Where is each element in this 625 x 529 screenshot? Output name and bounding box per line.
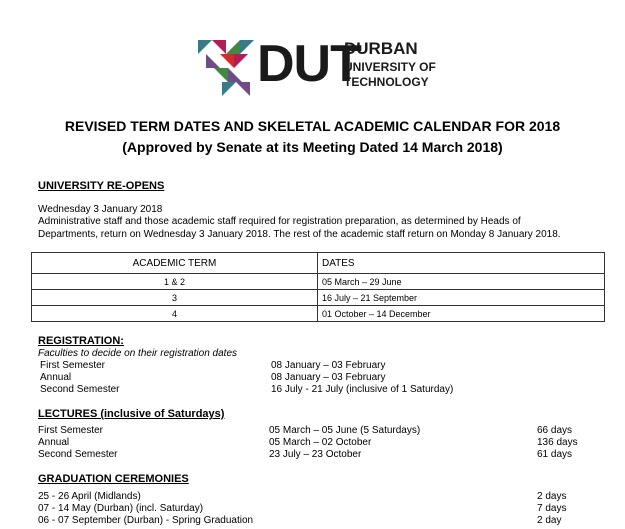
graduation-label: 06 - 07 September (Durban) - Spring Graduation [38,515,254,526]
dates-cell: 05 March – 29 June [318,274,605,290]
logo-triangle [228,68,242,82]
reopens-heading: UNIVERSITY RE-OPENS [38,180,165,192]
logo-triangle [222,82,236,96]
table-row [32,274,605,290]
dut-logo [198,35,438,96]
term-cell: 3 [32,290,318,306]
graduation-label: 25 - 26 April (Midlands) [38,491,141,502]
graduation-heading: GRADUATION CEREMONIES [38,473,189,485]
logo-triangle [198,40,212,54]
reopens-text-line1: Administrative staff and those academic staff required for registration preparation, as determined by Heads of [38,216,521,227]
logo-triangle [220,54,234,68]
term-cell: 1 & 2 [32,274,318,290]
lectures-days: 61 days [537,449,573,460]
lectures-label: Second Semester [38,449,118,460]
registration-dates: 08 January – 03 February [271,360,386,371]
logo-triangle [214,68,228,82]
reopens-date: Wednesday 3 January 2018 [38,204,163,215]
header-academic-term: ACADEMIC TERM [32,253,318,274]
lectures-heading: LECTURES (inclusive of Saturdays) [38,408,225,420]
logo-triangle [240,40,254,54]
lectures-dates: 05 March – 02 October [269,437,372,448]
logo-line-university: UNIVERSITY OF [344,60,436,74]
graduation-days: 2 day [537,515,562,526]
registration-label: Annual [40,372,72,383]
dates-cell: 16 July – 21 September [318,290,605,306]
lectures-label: First Semester [38,425,104,436]
logo-line-durban: DURBAN [344,39,418,58]
document-subtitle: (Approved by Senate at its Meeting Dated 14 March 2018) [122,139,503,155]
document-title: REVISED TERM DATES AND SKELETAL ACADEMIC CALENDAR FOR 2018 [64,118,561,134]
logo-triangle [236,82,250,96]
dates-cell: 01 October – 14 December [318,306,605,322]
logo-triangle [234,54,248,68]
registration-dates: 08 January – 03 February [271,372,386,383]
graduation-days: 7 days [537,503,567,514]
academic-term-table [31,252,605,322]
header-dates: DATES [318,253,605,274]
registration-note: Faculties to decide on their registration dates [38,348,237,359]
registration-label: First Semester [40,360,106,371]
logo-line-technology: TECHNOLOGY [344,75,429,89]
reopens-text-line2: Departments, return on Wednesday 3 January 2018. The rest of the academic staff return on Monday 8 January 2018. [38,229,561,240]
logo-dut-letters: DUT [257,35,361,93]
table-row [32,290,605,306]
registration-label: Second Semester [40,384,120,395]
logo-triangle [206,54,220,68]
logo-triangle [226,40,240,54]
lectures-label: Annual [38,437,70,448]
graduation-days: 2 days [537,491,567,502]
lectures-dates: 05 March – 05 June (5 Saturdays) [269,425,421,436]
lectures-dates: 23 July – 23 October [269,449,362,460]
table-row [32,306,605,322]
table-header-row [32,253,605,274]
logo-triangle [212,40,226,54]
term-cell: 4 [32,306,318,322]
graduation-label: 07 - 14 May (Durban) (incl. Saturday) [38,503,204,514]
lectures-days: 66 days [537,425,573,436]
registration-heading: REGISTRATION: [38,335,124,347]
registration-dates: 16 July - 21 July (inclusive of 1 Saturday) [271,384,454,395]
lectures-days: 136 days [537,437,578,448]
